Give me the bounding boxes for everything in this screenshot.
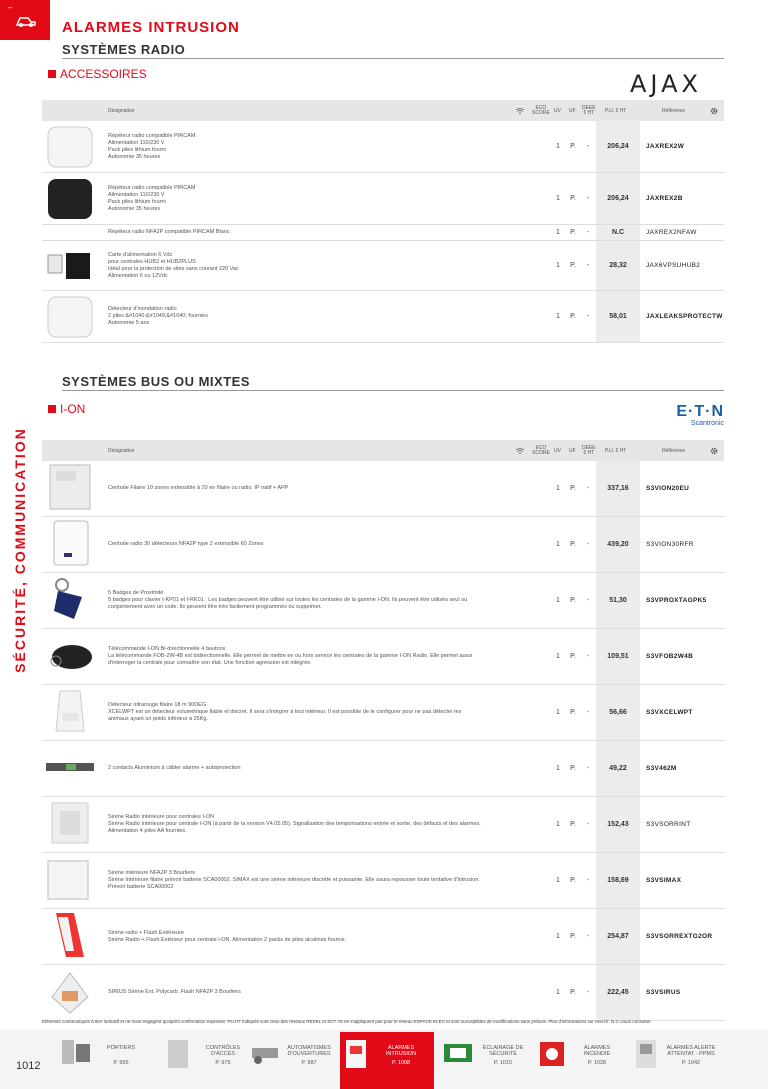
product-image: [44, 911, 96, 964]
uf-value: P.: [570, 262, 576, 269]
uv-value: 1: [556, 143, 560, 150]
description-text: 2 contacts Aluminium à câbler alarme + autoprotection: [108, 765, 241, 771]
uf-value: P.: [570, 765, 576, 772]
description-text: Répéteur radio compatible PIRCAM Alimentation 110/230 V Pack piles lithium fourni Autonomie 35 heures: [108, 132, 196, 160]
deee-value: -: [586, 262, 590, 269]
uv-value: 1: [556, 877, 560, 884]
deee-value: -: [586, 597, 590, 604]
col-uv: UV: [554, 447, 561, 454]
table-row[interactable]: [42, 225, 724, 241]
uv-value: 1: [556, 653, 560, 660]
uf-value: P.: [570, 229, 576, 236]
footer-nav-page: P. 987: [301, 1060, 317, 1066]
product-description: [108, 241, 528, 290]
deee-value: -: [586, 313, 590, 320]
footer-nav-label: AUTOMATISMES D'OUVERTURES: [287, 1045, 331, 1057]
price-value: 158,69: [596, 853, 640, 908]
col-reference: Référence: [662, 107, 686, 114]
reference-value[interactable]: JAXREX2NFAW: [646, 229, 697, 236]
product-image: [44, 967, 96, 1020]
description-text: Sirène intérieure NFA2P 3 Bourliers Sirène Intérieure filaire prévoir batterie SCA00002. SIMAX est une sirène intérieure discrète et puissante. Elle saura repousser toute tentative d'intrusion. Prévoir batterie SCA00002: [108, 870, 480, 890]
uf-value: P.: [570, 653, 576, 660]
product-description: [108, 121, 528, 172]
price-value: 206,24: [596, 173, 640, 224]
footer-nav-label: ALARMES ALERTE ATTENTAT - PPMS: [666, 1045, 716, 1057]
description-text: Sirène radio + Flash Extérieure Sirène Radio + Flash Extérieur pour centrale i-ON. Alimentation 2 packs de piles alcalines fournis.: [108, 929, 346, 943]
footer-nav-item[interactable]: [442, 1032, 532, 1089]
category-label: I-ON: [60, 402, 86, 416]
uv-value: 1: [556, 485, 560, 492]
product-description: [108, 291, 528, 342]
table-row[interactable]: [42, 291, 724, 343]
deee-value: -: [586, 653, 590, 660]
col-eco: ECO SCORE: [532, 444, 550, 456]
category-marker: [48, 70, 56, 78]
price-value: N.C: [596, 225, 640, 240]
uv-value: 1: [556, 933, 560, 940]
footer-nav-label: PORTIERS: [106, 1045, 135, 1051]
table-row[interactable]: [42, 685, 724, 741]
uv-value: 1: [556, 262, 560, 269]
product-description: [108, 853, 528, 908]
product-image: [44, 631, 96, 684]
product-description: [108, 965, 528, 1020]
uv-value: 1: [556, 229, 560, 236]
deee-value: -: [586, 989, 590, 996]
category-thumbnail-icon: [630, 1036, 662, 1070]
uf-value: P.: [570, 485, 576, 492]
uv-value: 1: [556, 541, 560, 548]
product-image: [44, 175, 96, 228]
section-title-bus: SYSTÈMES BUS OU MIXTES: [62, 374, 250, 389]
reference-value[interactable]: JAX6VPSUHUB2: [646, 262, 701, 269]
deee-value: -: [586, 541, 590, 548]
price-value: 109,51: [596, 629, 640, 684]
product-image: [44, 123, 96, 176]
product-table-radio: [42, 100, 724, 343]
table-row[interactable]: [42, 241, 724, 291]
footer-nav-page: P. 1008: [391, 1060, 411, 1066]
deee-value: -: [586, 765, 590, 772]
col-deee: DEEE € HT: [582, 444, 596, 456]
col-uf: UF: [569, 447, 576, 454]
product-image: [44, 293, 96, 346]
product-image: [44, 687, 96, 740]
category-label: ACCESSOIRES: [60, 67, 147, 81]
col-uf: UF: [569, 107, 576, 114]
description-text: Centrale Filaire 10 zones extensible à 20 en filaire ou radio. IP natif + APP: [108, 485, 289, 491]
uf-value: P.: [570, 143, 576, 150]
reference-value[interactable]: S3VXCELWPT: [646, 709, 693, 716]
tab-dash: –: [8, 3, 13, 12]
uv-value: 1: [556, 821, 560, 828]
deee-value: -: [586, 821, 590, 828]
footer-nav-item[interactable]: [162, 1032, 252, 1089]
description-text: Carte d'alimentation 6 Vdc pour centrales HUB2 et HUB2PLUS Idéal pour la protection de sites sans courant 220 Vac Alimentation 6 ou 12Vdc: [108, 251, 239, 279]
table-row[interactable]: [42, 573, 724, 629]
price-value: 56,66: [596, 685, 640, 740]
footer-nav-page: P. 955: [113, 1060, 129, 1066]
wifi-icon: [516, 100, 524, 121]
category-thumbnail-icon: [340, 1036, 372, 1070]
category-thumbnail-icon: [442, 1036, 474, 1070]
page-title: ALARMES INTRUSION: [62, 19, 240, 36]
product-description: [108, 573, 528, 628]
uf-value: P.: [570, 933, 576, 940]
price-value: 254,87: [596, 909, 640, 964]
description-text: Répéteur radio NFA2P compatible PIRCAM Blanc: [108, 229, 230, 235]
section-title-radio: SYSTÈMES RADIO: [62, 42, 186, 57]
table-header: [42, 100, 724, 121]
table-row[interactable]: [42, 741, 724, 797]
deee-value: -: [586, 143, 590, 150]
uv-value: 1: [556, 709, 560, 716]
category-thumbnail-icon: [248, 1036, 280, 1070]
product-description: [108, 461, 528, 516]
section2-divider: [62, 390, 724, 391]
col-eco: ECO SCORE: [532, 104, 550, 116]
footer-nav-page: P. 1015: [493, 1060, 513, 1066]
deee-value: -: [586, 195, 590, 202]
reference-value[interactable]: JAXREX2W: [646, 143, 685, 150]
uv-value: 1: [556, 597, 560, 604]
product-description: [108, 741, 528, 796]
table-row[interactable]: [42, 965, 724, 1021]
title-divider: [62, 58, 724, 59]
footer-nav-page: P. 1042: [681, 1060, 701, 1066]
side-label: [5, 400, 35, 700]
col-designation: Désignation: [108, 107, 135, 114]
footer-nav-label: ALARMES INCENDIE: [583, 1045, 611, 1057]
product-image: [44, 855, 96, 908]
category-thumbnail-icon: [60, 1036, 92, 1070]
description-text: Centrale radio 30 détecteurs NFA2P type 2 extensible 60 Zones: [108, 541, 264, 547]
uf-value: P.: [570, 709, 576, 716]
description-text: Télécommande I-ON Bi-directionnelle 4 boutons La télécommande FOB-2W-4B est bidirectionnelle. Elle permet de mettre en ou hors service les centrales de la gamme I-ON Radio. Elle permet aussi d'interroger la centrale pour connaître son état. Une fonction agression est intégrée.: [108, 646, 473, 666]
side-label-text: SÉCURITÉ, COMMUNICATION: [12, 427, 28, 673]
category-marker: [48, 405, 56, 413]
description-text: Détecteur d'inondation radio 2 piles &#1040;&#1040;&#1040; fournies Autonomie 5 ans: [108, 306, 208, 326]
product-description: [108, 517, 528, 572]
col-uv: UV: [554, 107, 561, 114]
footnote: Éléments communiqués à titre indicatif et ne nous engagent qu'après confirmation expresse. PU.HT indiqués sont ceux des réseaux REXEL et SCT. Ils ne s'appliquent pas pour le réseau ESPACE ELEC et sont susceptibles de modifications sans préavis. Plus d'informations sur rexel.fr. N.C=nous consulter.: [42, 1019, 652, 1024]
reference-value[interactable]: S3VPROXTAGPK5: [646, 597, 707, 604]
page-number: 1012: [16, 1060, 41, 1072]
product-description: [108, 909, 528, 964]
category-accessoires: [48, 67, 147, 81]
brand-logo-ajax: AJAX: [630, 70, 702, 98]
col-designation: Désignation: [108, 447, 135, 454]
product-image: [44, 799, 96, 852]
reference-value[interactable]: S3VSORRINT: [646, 821, 691, 828]
product-table-bus: [42, 440, 724, 1021]
price-value: 49,22: [596, 741, 640, 796]
uf-value: P.: [570, 541, 576, 548]
table-row[interactable]: [42, 629, 724, 685]
footer-nav: [0, 1030, 768, 1089]
uf-value: P.: [570, 195, 576, 202]
brand-eaton-sub: Scantronic: [690, 420, 724, 427]
product-image: [44, 743, 96, 796]
footer-nav-label: CONTRÔLES D'ACCÈS: [205, 1045, 241, 1057]
uv-value: 1: [556, 765, 560, 772]
reference-value[interactable]: S3V462M: [646, 765, 677, 772]
footer-nav-item[interactable]: [60, 1032, 150, 1089]
footer-nav-page: P. 1028: [587, 1060, 607, 1066]
brand-eaton-name: E·T·N: [676, 403, 724, 420]
description-text: Répéteur radio compatible PIRCAM Alimentation 110/230 V Pack piles lithium fourni Autonomie 35 heures: [108, 184, 196, 212]
footer-nav-item[interactable]: [340, 1032, 434, 1089]
table-row[interactable]: [42, 797, 724, 853]
price-value: 58,01: [596, 291, 640, 342]
uf-value: P.: [570, 989, 576, 996]
footer-nav-item[interactable]: [536, 1032, 626, 1089]
reference-value[interactable]: S3VION30RFR: [646, 541, 694, 548]
footer-nav-label: ÉCLAIRAGE DE SÉCURITÉ: [482, 1045, 524, 1057]
description-text: Détecteur infrarouge filaire 18 m 90DEG XCELWPT est un détecteur volumétrique fiable et discret. Il sera s'intégrer à tout intérieur. Il est possible de le configurer pour ne pas détecter les animaux ayant un poids inférieur à 25Kg.: [108, 702, 462, 722]
price-value: 28,32: [596, 241, 640, 290]
description-text: 5 Badges de Proximité 5 badges pour clavier I-KP01 et I-RK01 : Les badges peuvent être utilisé sur toutes les centrales de la gamme I-ON. Ils peuvent être utilisés seul ou conjointement avec un code. Ils peuvent être très facilement programmés ou supprimer.: [108, 590, 468, 610]
alarm-icon: [14, 14, 38, 28]
product-image: [44, 519, 96, 572]
reference-value[interactable]: JAXREX2B: [646, 195, 683, 202]
price-value: 222,45: [596, 965, 640, 1020]
uv-value: 1: [556, 989, 560, 996]
product-description: [108, 225, 528, 240]
uf-value: P.: [570, 313, 576, 320]
price-value: 51,30: [596, 573, 640, 628]
uv-value: 1: [556, 313, 560, 320]
uf-value: P.: [570, 821, 576, 828]
table-row[interactable]: [42, 461, 724, 517]
deee-value: -: [586, 709, 590, 716]
col-pu: P.U. € HT: [605, 107, 627, 114]
reference-value[interactable]: S3VSORREXTG2OR: [646, 933, 713, 940]
col-reference: Référence: [662, 447, 686, 454]
footer-nav-item[interactable]: [630, 1032, 720, 1089]
product-description: [108, 629, 528, 684]
product-description: [108, 173, 528, 224]
footer-nav-item[interactable]: [248, 1032, 338, 1089]
description-text: SIRIUS Sirène Ext. Polycarb. Flash NFA2P 3 Bourliers: [108, 989, 241, 995]
col-pu: P.U. € HT: [605, 447, 627, 454]
gear-icon: [710, 440, 718, 461]
table-row[interactable]: [42, 517, 724, 573]
uf-value: P.: [570, 597, 576, 604]
table-row[interactable]: [42, 173, 724, 225]
reference-value[interactable]: S3VSIMAX: [646, 877, 682, 884]
category-ion: [48, 402, 85, 416]
product-description: [108, 685, 528, 740]
category-thumbnail-icon: [162, 1036, 194, 1070]
brand-logo-eaton: [672, 404, 724, 428]
price-value: 439,20: [596, 517, 640, 572]
product-image: [44, 243, 96, 296]
deee-value: -: [586, 877, 590, 884]
section-tab[interactable]: [0, 0, 50, 40]
reference-value[interactable]: S3VFOB2W4B: [646, 653, 694, 660]
description-text: Sirène Radio Intérieure pour centrales I-ON Sirène Radio Intérieure pour centrale I-ON (à partir de la version V4.05.05). Signalisation des temporisations entrée et sortie, des défauts et des alarmes. Alimentation 4 piles AA fournies.: [108, 814, 481, 834]
table-row[interactable]: [42, 121, 724, 173]
wifi-icon: [516, 440, 524, 461]
footer-nav-label: ALARMES INTRUSION: [385, 1045, 417, 1057]
footer-nav-page: P. 975: [215, 1060, 231, 1066]
table-header: [42, 440, 724, 461]
table-row[interactable]: [42, 909, 724, 965]
deee-value: -: [586, 933, 590, 940]
gear-icon: [710, 100, 718, 121]
col-deee: DEEE € HT: [582, 104, 596, 116]
table-row[interactable]: [42, 853, 724, 909]
product-description: [108, 797, 528, 852]
product-image: [44, 575, 96, 628]
reference-value[interactable]: JAXLEAKSPROTECTW: [646, 313, 723, 320]
deee-value: -: [586, 485, 590, 492]
reference-value[interactable]: S3VION20EU: [646, 485, 690, 492]
uv-value: 1: [556, 195, 560, 202]
uf-value: P.: [570, 877, 576, 884]
reference-value[interactable]: S3VSIRUS: [646, 989, 681, 996]
price-value: 337,16: [596, 461, 640, 516]
product-image: [44, 463, 96, 516]
price-value: 152,43: [596, 797, 640, 852]
category-thumbnail-icon: [536, 1036, 568, 1070]
deee-value: -: [586, 229, 590, 236]
price-value: 206,24: [596, 121, 640, 172]
